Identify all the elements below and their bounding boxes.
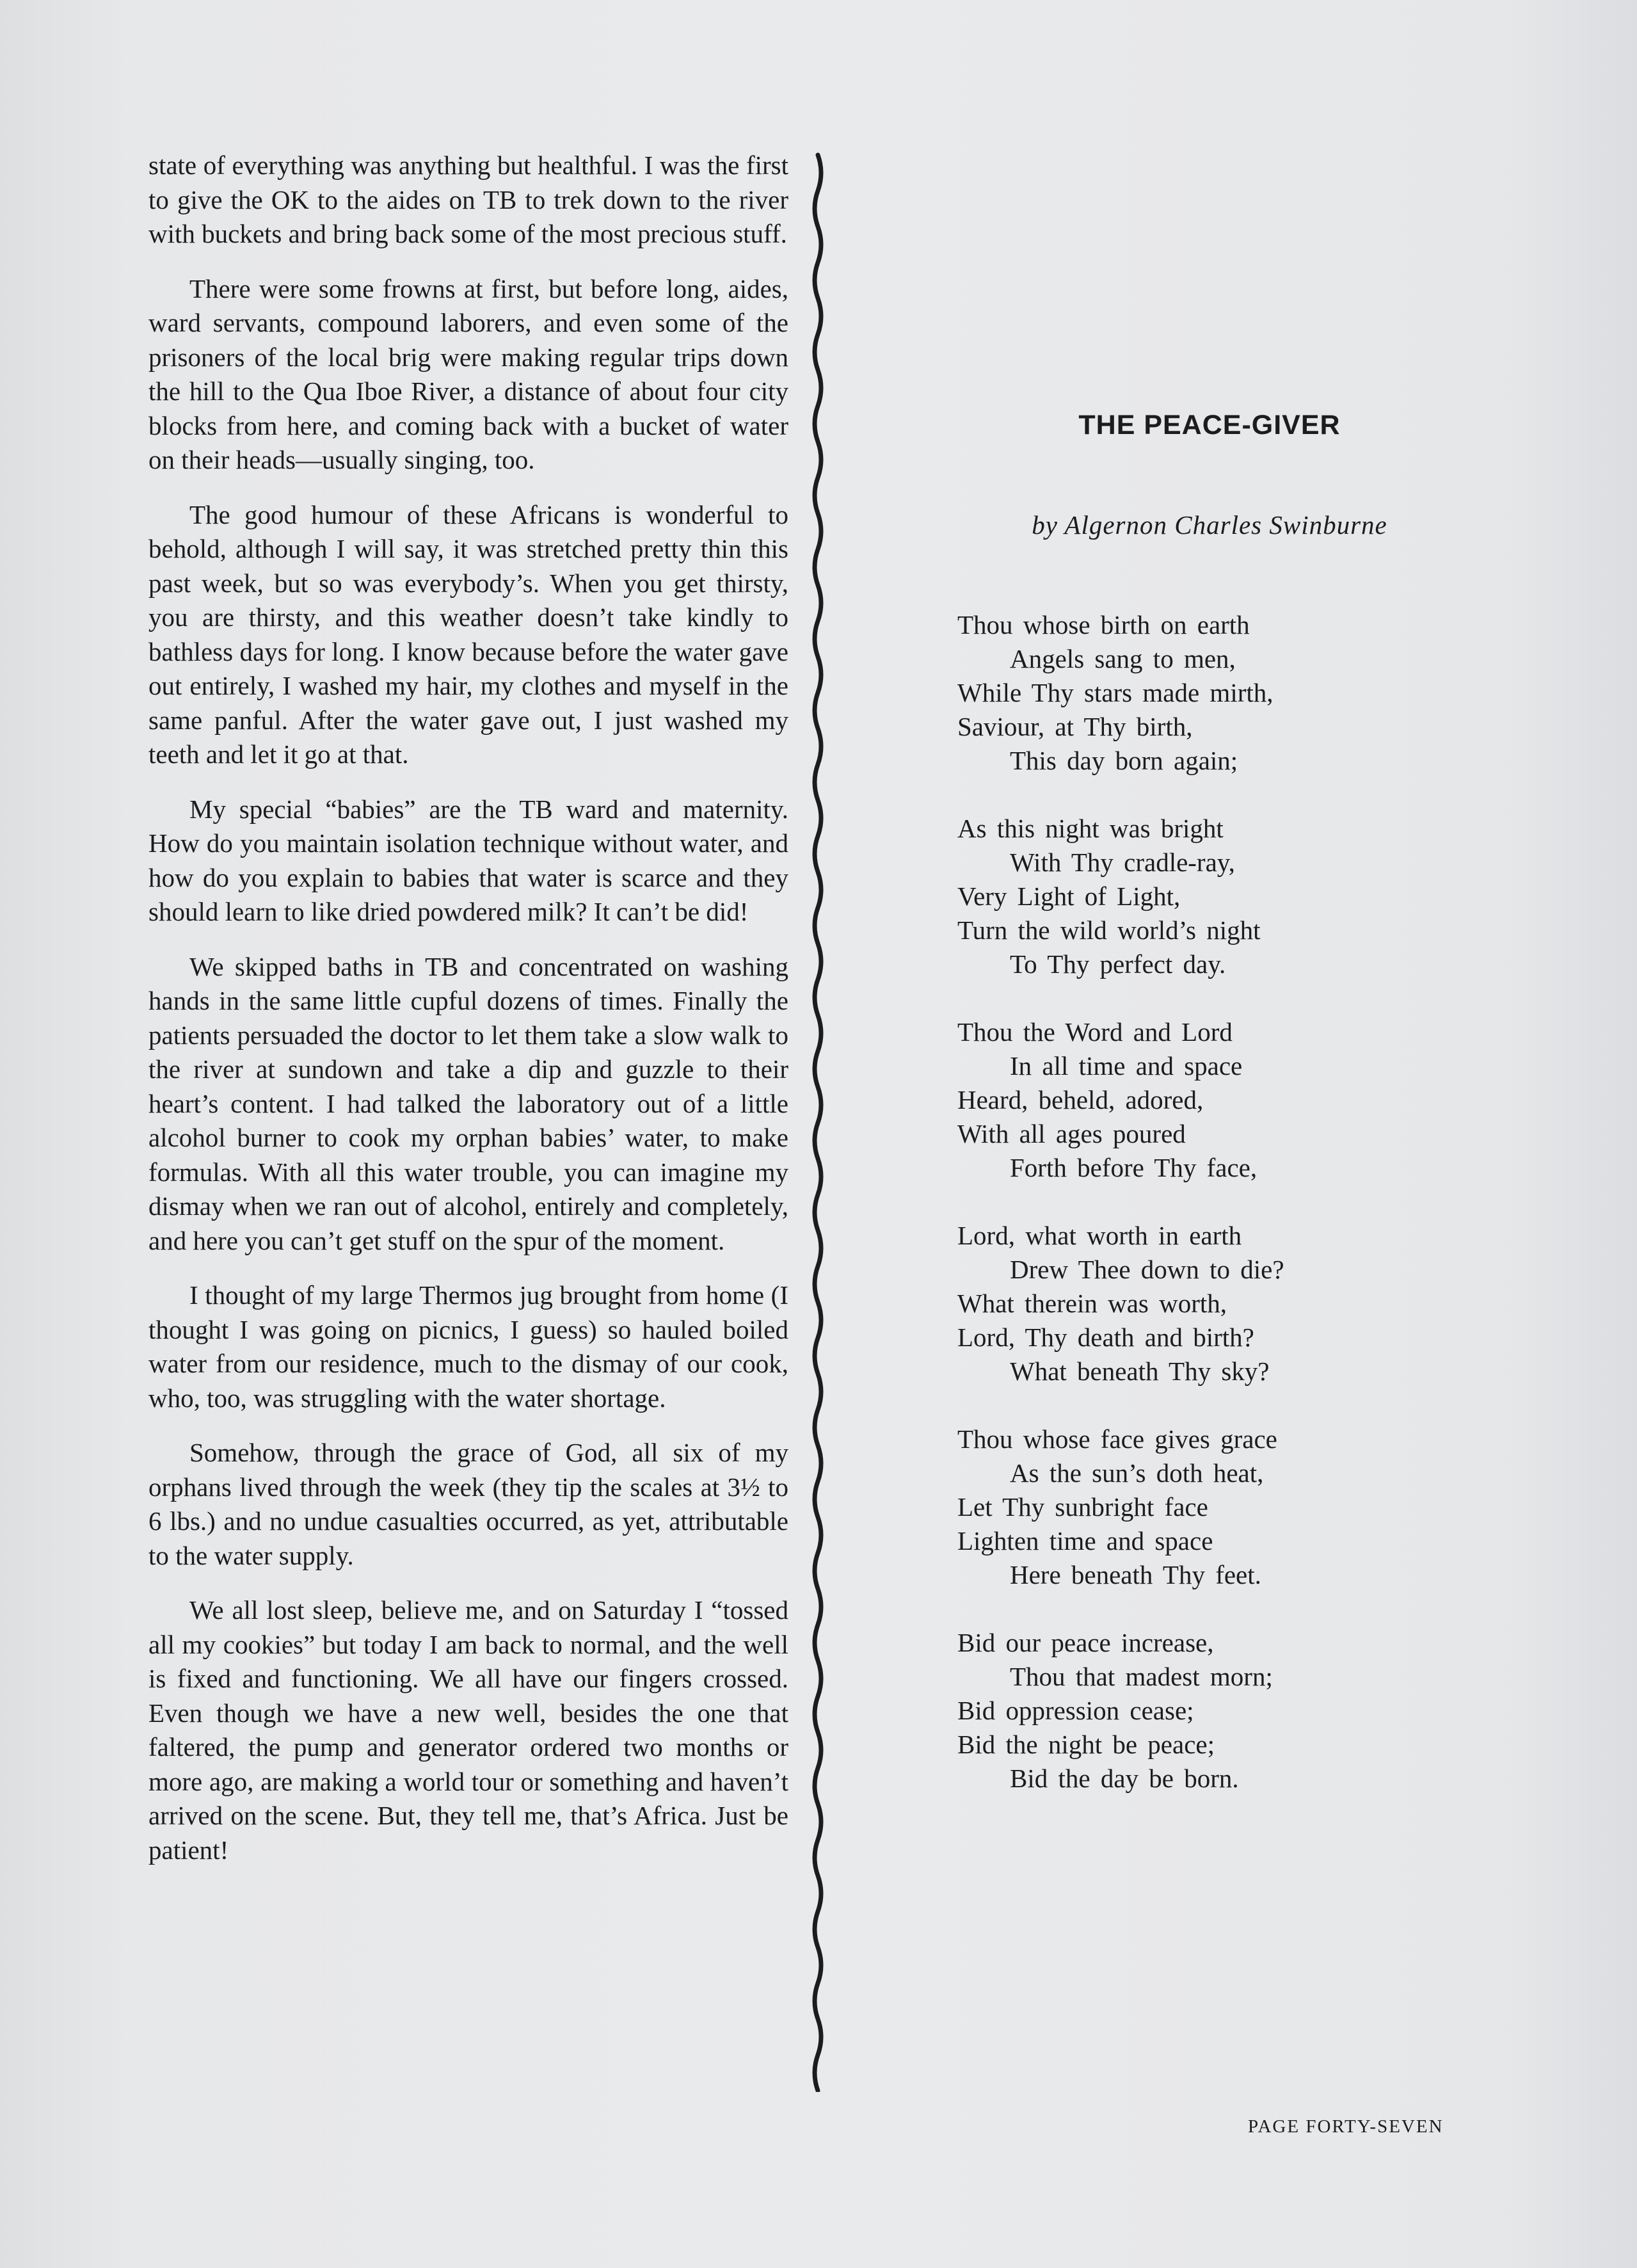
poem-line: Thou whose face gives grace (957, 1424, 1277, 1454)
poem-line: Bid the night be peace; (957, 1730, 1215, 1759)
article-paragraph: state of everything was anything but healthful. I was the first to give the OK to the aides on TB to trek down to the river with buckets and bring back some of the most precious stuff. (148, 150, 788, 248)
poem-line: What therein was worth, (957, 1289, 1227, 1318)
poem-line: Thou the Word and Lord (957, 1017, 1233, 1047)
article-paragraph: We all lost sleep, believe me, and on Saturday I “tossed all my cookies” but today I am back to normal, and the well is fixed and functioning. We all have our fingers crossed. Even though we have a new well, besides the one that faltered, the pump and generator ordered two months or more ago, are making a world tour or something and haven’t arrived on the scene. But, they tell me, that’s Africa. Just be patient! (148, 1595, 788, 1865)
poem-line: In all time and space (1010, 1051, 1243, 1081)
poem-line: Thou whose birth on earth (957, 610, 1250, 639)
article-paragraph: I thought of my large Thermos jug brought from home (I thought I was going on picnics, I guess) so hauled boiled water from our residence, much to the dismay of our cook, who, too, was struggling with the water shortage. (148, 1280, 788, 1413)
article-paragraph: There were some frowns at first, but before long, aides, ward servants, compound laborers, and even some of the prisoners of the local brig were making regular trips down the hill to the Qua Iboe River, a distance of about four city blocks from here, and coming back with a bucket of water on their heads—usually singing, too. (148, 273, 788, 474)
poem-line: As the sun’s doth heat, (1010, 1458, 1264, 1488)
poem-line: Bid the day be born. (1010, 1764, 1239, 1793)
poem-line: Very Light of Light, (957, 881, 1181, 911)
poem-line: Bid oppression cease; (957, 1696, 1194, 1725)
page-number-label: PAGE FORTY-SEVEN (1248, 2116, 1444, 2137)
poem-line: Here beneath Thy feet. (1010, 1560, 1261, 1589)
poem-line: While Thy stars made mirth, (957, 678, 1274, 707)
article-paragraph: The good humour of these Africans is wonderful to behold, although I will say, it was stretched pretty thin this past week, but so was everybody’s. When you get thirsty, you are thirsty, and this weather doesn’t take kindly to bathless days for long. I know because before the water gave out entirely, I washed my hair, my clothes and myself in the same panful. After the water gave out, I just washed my teeth and let it go at that. (148, 499, 788, 769)
poem-line: Lord, Thy death and birth? (957, 1323, 1254, 1352)
poem-line: Turn the wild world’s night (957, 915, 1261, 945)
article-paragraph: Somehow, through the grace of God, all six of my orphans lived through the week (they tip the scales at 3½ to 6 lbs.) and no undue casualties occurred, as yet, attributable to the water supply. (148, 1438, 788, 1570)
poem-line: What beneath Thy sky? (1010, 1356, 1270, 1386)
poem-line: To Thy perfect day. (1010, 949, 1226, 979)
poem-stanza (957, 812, 1469, 981)
poem-line: As this night was bright (957, 814, 1224, 843)
poem-line: Forth before Thy face, (1010, 1153, 1258, 1182)
poem-byline: by Algernon Charles Swinburne (1032, 510, 1387, 540)
article-paragraph: My special “babies” are the TB ward and maternity. How do you maintain isolation technique without water, and how do you explain to babies that water is scarce and they should learn to like dried powdered milk? It can’t be did! (148, 794, 788, 926)
poem-line: Let Thy sunbright face (957, 1492, 1208, 1522)
poem-stanza (957, 1422, 1469, 1592)
poem-stanza (957, 1015, 1469, 1185)
wavy-column-divider (799, 152, 837, 2092)
poem-stanza (957, 1626, 1469, 1796)
poem-stanza (957, 608, 1469, 778)
poem-body (957, 608, 1469, 1830)
poem-line: Thou that madest morn; (1010, 1662, 1273, 1691)
poem-stanza (957, 1219, 1469, 1388)
poem-line: With Thy cradle-ray, (1010, 848, 1235, 877)
article-column (148, 149, 788, 1888)
poem-line: With all ages poured (957, 1119, 1186, 1148)
poem-line: This day born again; (1010, 746, 1238, 775)
poem-line: Angels sang to men, (1010, 644, 1236, 673)
poem-line: Bid our peace increase, (957, 1628, 1214, 1657)
poem-line: Heard, beheld, adored, (957, 1085, 1204, 1114)
poem-line: Lord, what worth in earth (957, 1221, 1242, 1250)
poem-title: THE PEACE-GIVER (1078, 410, 1341, 440)
article-paragraph: We skipped baths in TB and concentrated on washing hands in the same little cupful dozens of times. Finally the patients persuaded the doctor to let them take a slow walk to the river at sundown and take a dip and guzzle to their heart’s content. I had talked the laboratory out of a little alcohol burner to cook my orphan babies’ water, to make formulas. With all this water trouble, you can imagine my dismay when we ran out of alcohol, entirely and completely, and here you can’t get stuff on the spur of the moment. (148, 951, 788, 1255)
poem-line: Lighten time and space (957, 1526, 1213, 1556)
poem-line: Drew Thee down to die? (1010, 1255, 1284, 1284)
poem-line: Saviour, at Thy birth, (957, 712, 1193, 741)
